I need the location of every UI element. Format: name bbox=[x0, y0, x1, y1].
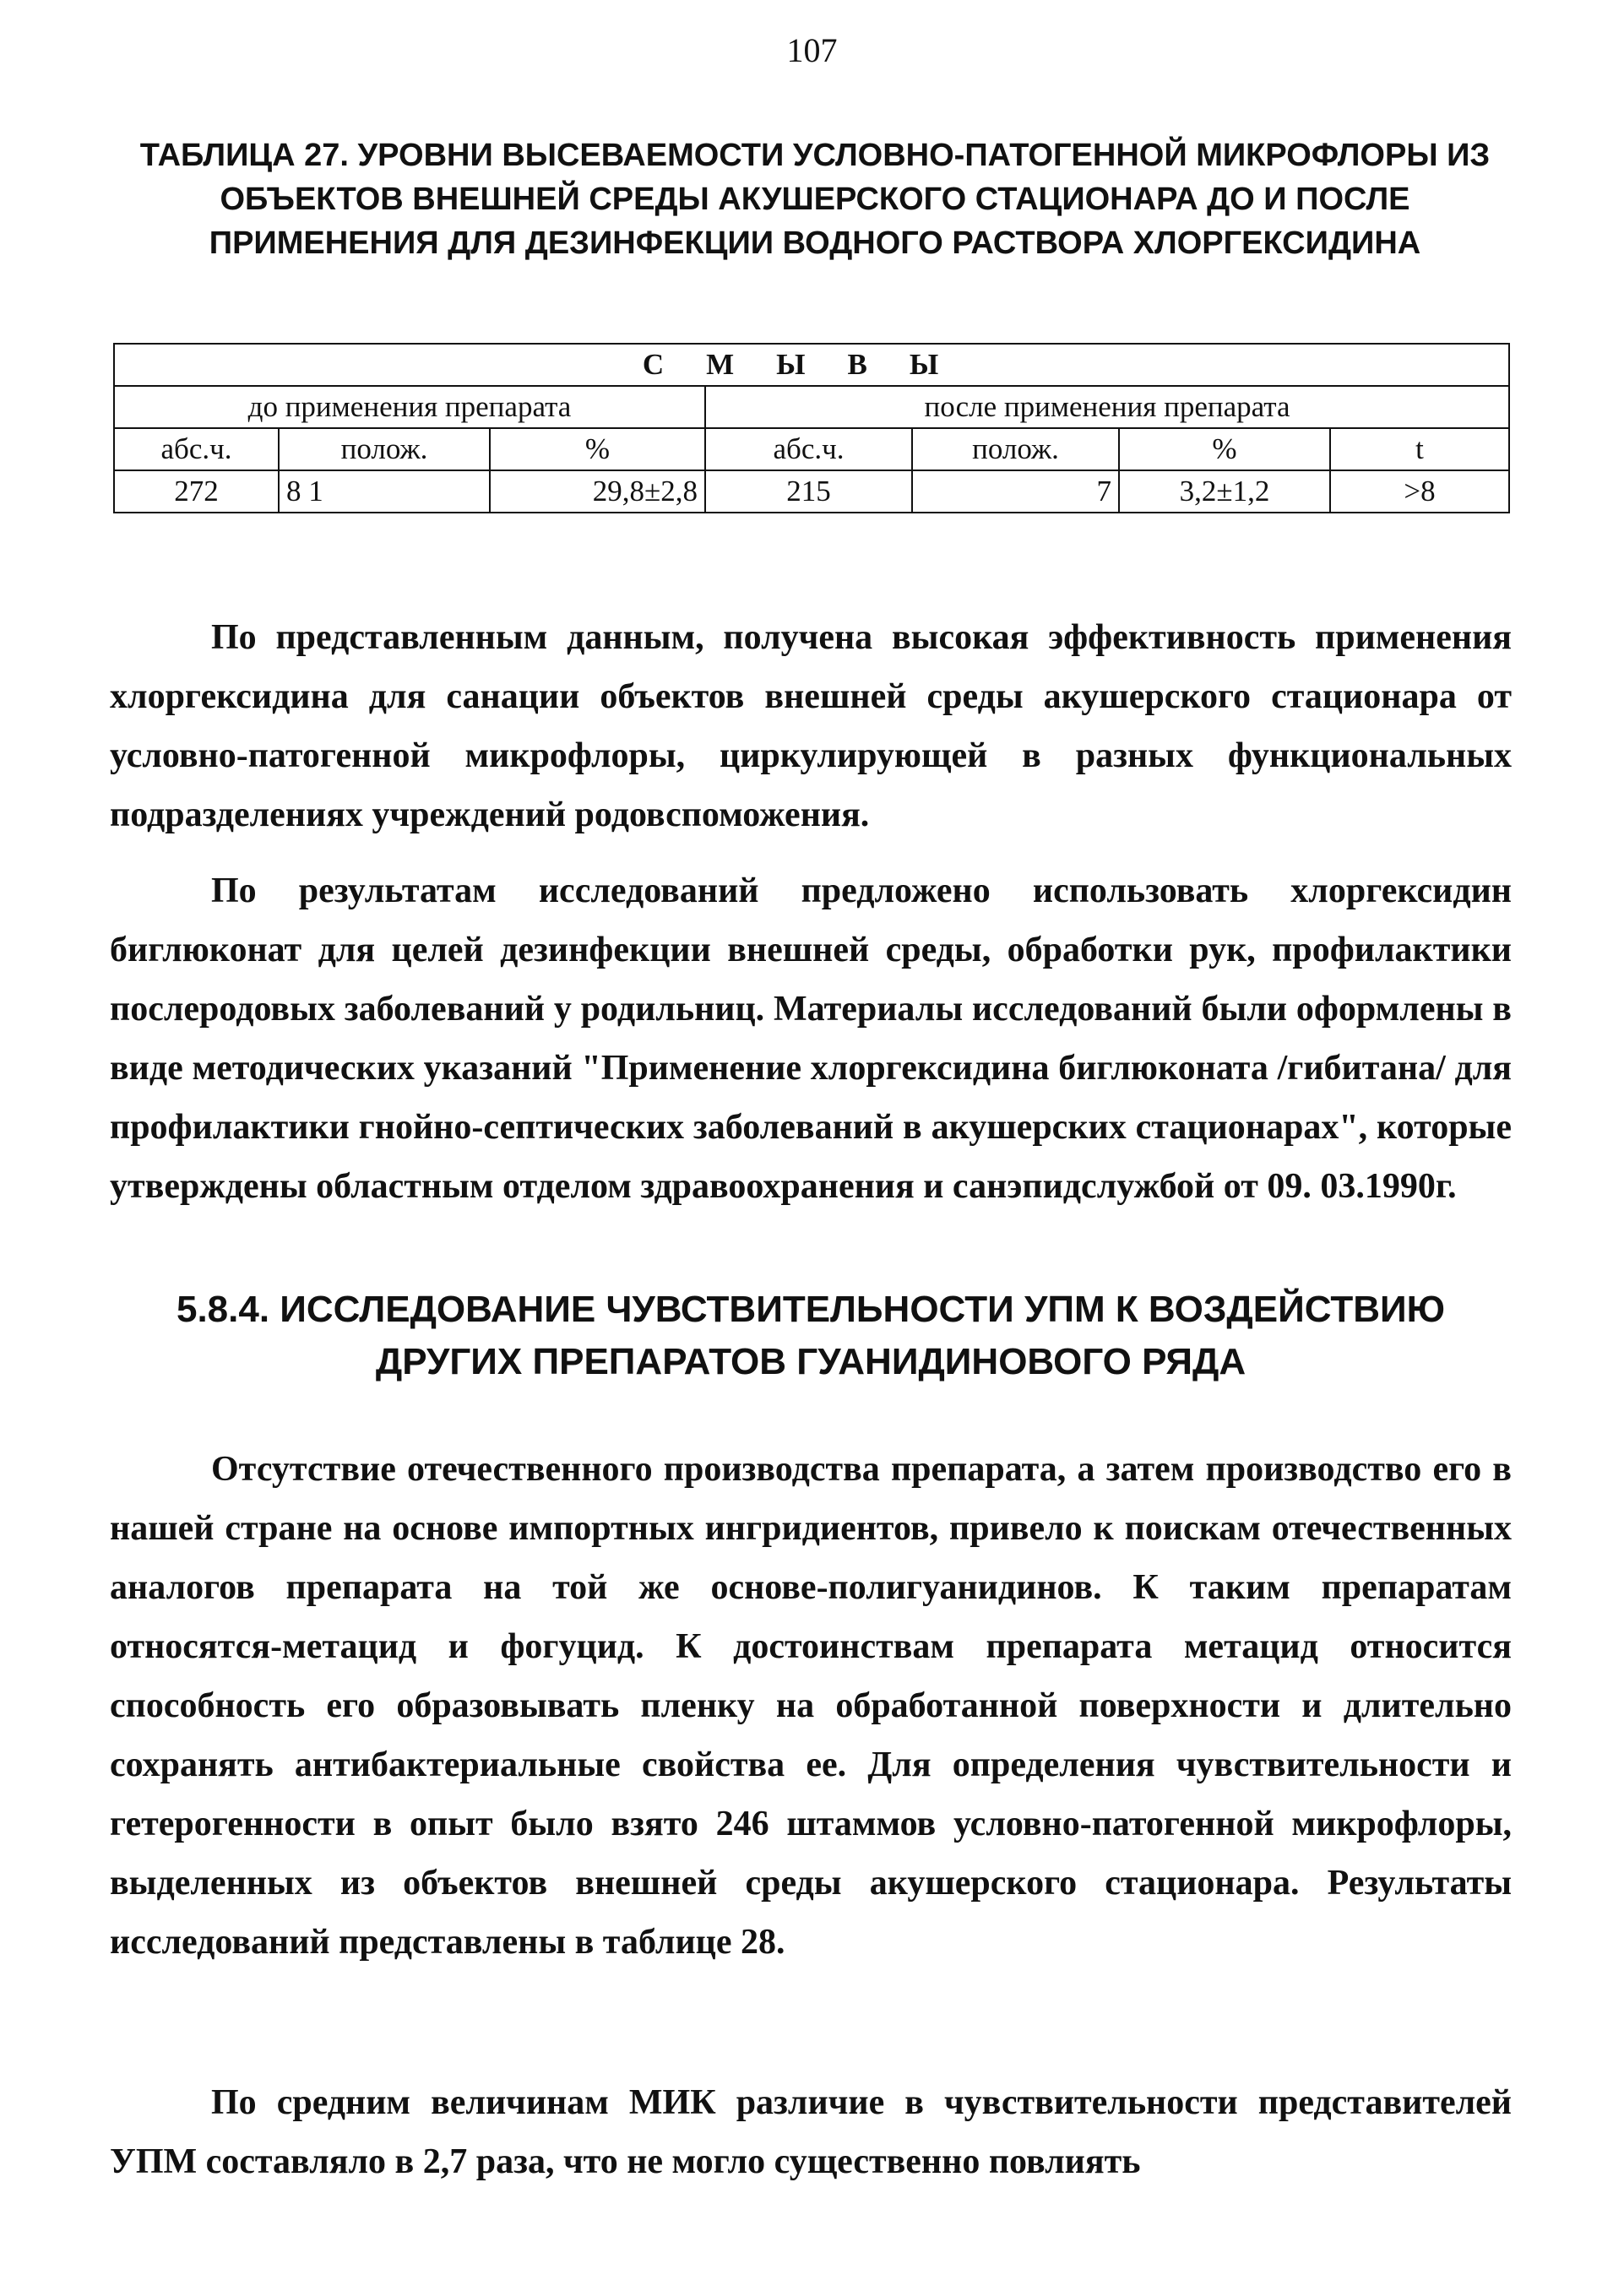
page-number: 107 bbox=[786, 31, 838, 69]
column-header: полож. bbox=[279, 428, 490, 470]
table-subheader-row bbox=[114, 386, 1509, 428]
column-header: абс.ч. bbox=[705, 428, 912, 470]
table-row bbox=[114, 470, 1509, 513]
table-title: ТАБЛИЦА 27. УРОВНИ ВЫСЕВАЕМОСТИ УСЛОВНО-ПАТОГЕННОЙ МИКРОФЛОРЫ ИЗ ОБЪЕКТОВ ВНЕШНЕЙ СРЕДЫ АКУШЕРСКОГО СТАЦИОНАРА ДО И ПОСЛЕ ПРИМЕНЕНИЯ ДЛЯ ДЕЗИНФЕКЦИИ ВОДНОГО РАСТВОРА ХЛОРГЕКСИДИНА bbox=[139, 138, 1491, 261]
column-header: t bbox=[1330, 428, 1509, 470]
table-after-header: после применения препарата bbox=[705, 386, 1509, 428]
table-cell: 7 bbox=[912, 470, 1119, 513]
column-header: % bbox=[490, 428, 705, 470]
table-before-header: до применения препарата bbox=[114, 386, 705, 428]
table-cell: >8 bbox=[1330, 470, 1509, 513]
table-cell: 3,2±1,2 bbox=[1119, 470, 1330, 513]
table-columns-row bbox=[114, 428, 1509, 470]
body-paragraph: Отсутствие отечественного производства препарата, а затем производство его в нашей стране на основе импортных ингридиентов, привело к поискам отечественных аналогов препарата на той же основе-полигуанидинов. К таким препаратам относятся-метацид и фогуцид. К достоинствам препарата метацид относится способность его образовывать пленку на обработанной поверхности и длительно сохранять антибактериальные свойства ее. Для определения чувствительности и гетерогенности в опыт было взято 246 штаммов условно-патогенной микрофлоры, выделенных из объектов внешней среды акушерского стационара. Результаты исследований представлены в таблице 28. bbox=[110, 1450, 1512, 1962]
column-header: % bbox=[1119, 428, 1330, 470]
column-header: полож. bbox=[912, 428, 1119, 470]
table-header-row bbox=[114, 344, 1509, 386]
column-header: абс.ч. bbox=[114, 428, 279, 470]
table-cell: 215 bbox=[705, 470, 912, 513]
section-heading: 5.8.4. ИССЛЕДОВАНИЕ ЧУВСТВИТЕЛЬНОСТИ УПМ К ВОЗДЕЙСТВИЮ ДРУГИХ ПРЕПАРАТОВ ГУАНИДИНОВОГО РЯДА bbox=[176, 1289, 1446, 1382]
body-paragraph: По представленным данным, получена высокая эффективность применения хлоргексидина для санации объектов внешней среды акушерского стационара от условно-патогенной микрофлоры, циркулирующей в разных функциональных подразделениях учреждений родовспоможения. bbox=[110, 618, 1512, 834]
body-paragraph: По результатам исследований предложено использовать хлоргексидин биглюконат для целей дезинфекции внешней среды, обработки рук, профилактики послеродовых заболеваний у родильниц. Материалы исследований были оформлены в виде методических указаний "Применение хлоргексидина биглюконата /гибитана/ для профилактики гнойно-септических заболеваний в акушерских стационарах", которые утверждены областным отделом здравоохранения и санэпидслужбой от 09. 03.1990г. bbox=[110, 871, 1512, 1206]
table-cell: 8 1 bbox=[279, 470, 490, 513]
data-table bbox=[113, 343, 1510, 513]
table-cell: 29,8±2,8 bbox=[490, 470, 705, 513]
table-group-header: СМЫВЫ bbox=[114, 344, 1509, 386]
table-cell: 272 bbox=[114, 470, 279, 513]
body-paragraph: По средним величинам МИК различие в чувствительности представителей УПМ составляло в 2,7 раза, что не могло существенно повлиять bbox=[110, 2083, 1512, 2181]
